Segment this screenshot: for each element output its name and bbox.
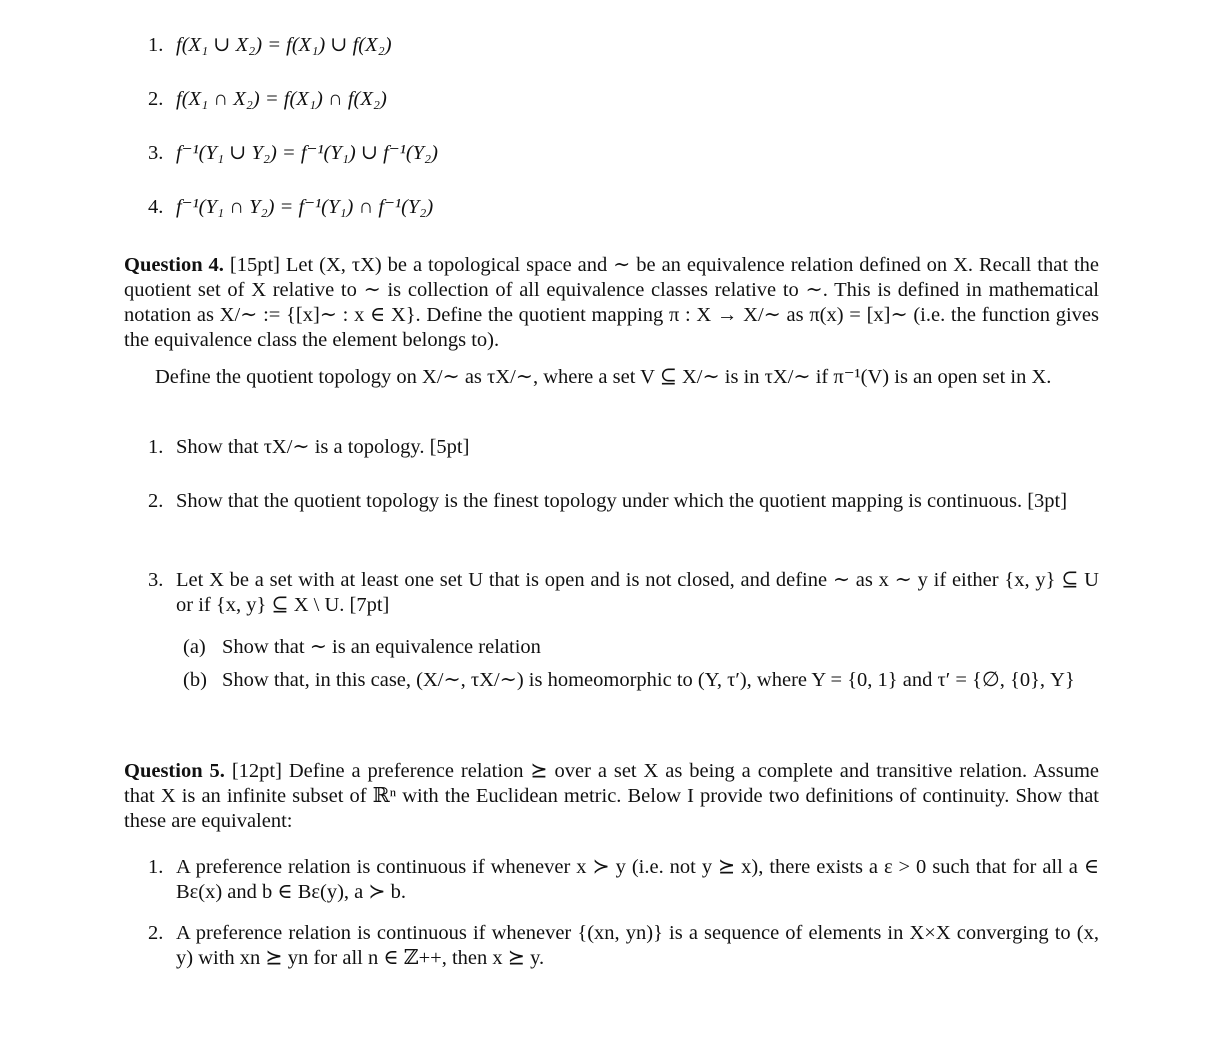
identity-formula: f(X₁ ∩ X₂) = f(X₁) ∩ f(X₂)	[176, 88, 387, 110]
subitem-label: (b)	[183, 669, 207, 691]
question-5-item	[148, 855, 1099, 905]
identity-item	[148, 141, 438, 166]
item-number: 4.	[148, 196, 164, 218]
item-number: 2.	[148, 88, 164, 110]
item-number: 1.	[148, 436, 164, 458]
question-5-heading: Question 5.	[124, 760, 225, 782]
question-5-item	[148, 921, 1099, 971]
identity-item	[148, 195, 433, 220]
question-5-intro	[124, 759, 1099, 834]
item-number: 3.	[148, 142, 164, 164]
question-4-item	[148, 489, 1099, 514]
item-number: 1.	[148, 856, 164, 878]
item-number: 2.	[148, 922, 164, 944]
question-4-item	[148, 568, 1099, 618]
question-4-item	[148, 435, 1099, 460]
identity-item	[148, 33, 392, 58]
item-text: Show that the quotient topology is the finest topology under which the quotient mapping is continuous. [3pt]	[176, 490, 1068, 512]
subitem-text: Show that, in this case, (X/∼, τX/∼) is homeomorphic to (Y, τ′), where Y = {0, 1} and τ′ = {∅, {0}, Y}	[222, 669, 1075, 691]
question-4-subitem	[183, 668, 1099, 693]
item-number: 2.	[148, 490, 164, 512]
identity-formula: f(X₁ ∪ X₂) = f(X₁) ∪ f(X₂)	[176, 34, 392, 56]
item-text: A preference relation is continuous if whenever x ≻ y (i.e. not y ⪰ x), there exists a ε > 0 such that for all a ∈ Bε(x) and b ∈ Bε(y), a ≻ b.	[176, 856, 1099, 903]
item-text: Show that τX/∼ is a topology. [5pt]	[176, 436, 470, 458]
subitem-text: Show that ∼ is an equivalence relation	[222, 636, 541, 658]
identity-formula: f⁻¹(Y₁ ∩ Y₂) = f⁻¹(Y₁) ∩ f⁻¹(Y₂)	[176, 196, 434, 218]
question-4-text: [15pt] Let (X, τX) be a topological space and ∼ be an equivalence relation defined on X. Recall that the quotient set of X relative to ∼ is collection of all equivalence classes relative to ∼. This is defined in mathematical notation as X/∼ := {[x]∼ : x ∈ X}. Define the quotient mapping π : X → X/∼ as π(x) = [x]∼ (i.e. the function gives the equivalence class the element belongs to).	[124, 254, 1100, 351]
question-4-heading: Question 4.	[124, 254, 224, 276]
item-text: Let X be a set with at least one set U that is open and is not closed, and define ∼ as x ∼ y if either {x, y} ⊆ U or if {x, y} ⊆ X \ U. [7pt]	[176, 569, 1099, 616]
question-4-subitem	[183, 635, 1099, 660]
identity-formula: f⁻¹(Y₁ ∪ Y₂) = f⁻¹(Y₁) ∪ f⁻¹(Y₂)	[176, 142, 438, 164]
question-5-text: [12pt] Define a preference relation ⪰ over a set X as being a complete and transitive relation. Assume that X is an infinite subset of ℝⁿ with the Euclidean metric. Below I provide two definitions of continuity. Show that these are equivalent:	[124, 760, 1100, 832]
item-text: A preference relation is continuous if whenever {(xn, yn)} is a sequence of elements in X×X converging to (x, y) with xn ⪰ yn for all n ∈ ℤ++, then x ⪰ y.	[176, 922, 1099, 969]
item-number: 3.	[148, 569, 164, 591]
subitem-label: (a)	[183, 636, 206, 658]
question-4-intro	[124, 253, 1099, 353]
identity-item	[148, 87, 387, 112]
quotient-topology-definition: Define the quotient topology on X/∼ as τX/∼, where a set V ⊆ X/∼ is in τX/∼ if π⁻¹(V) is an open set in X.	[155, 366, 1052, 388]
item-number: 1.	[148, 34, 164, 56]
